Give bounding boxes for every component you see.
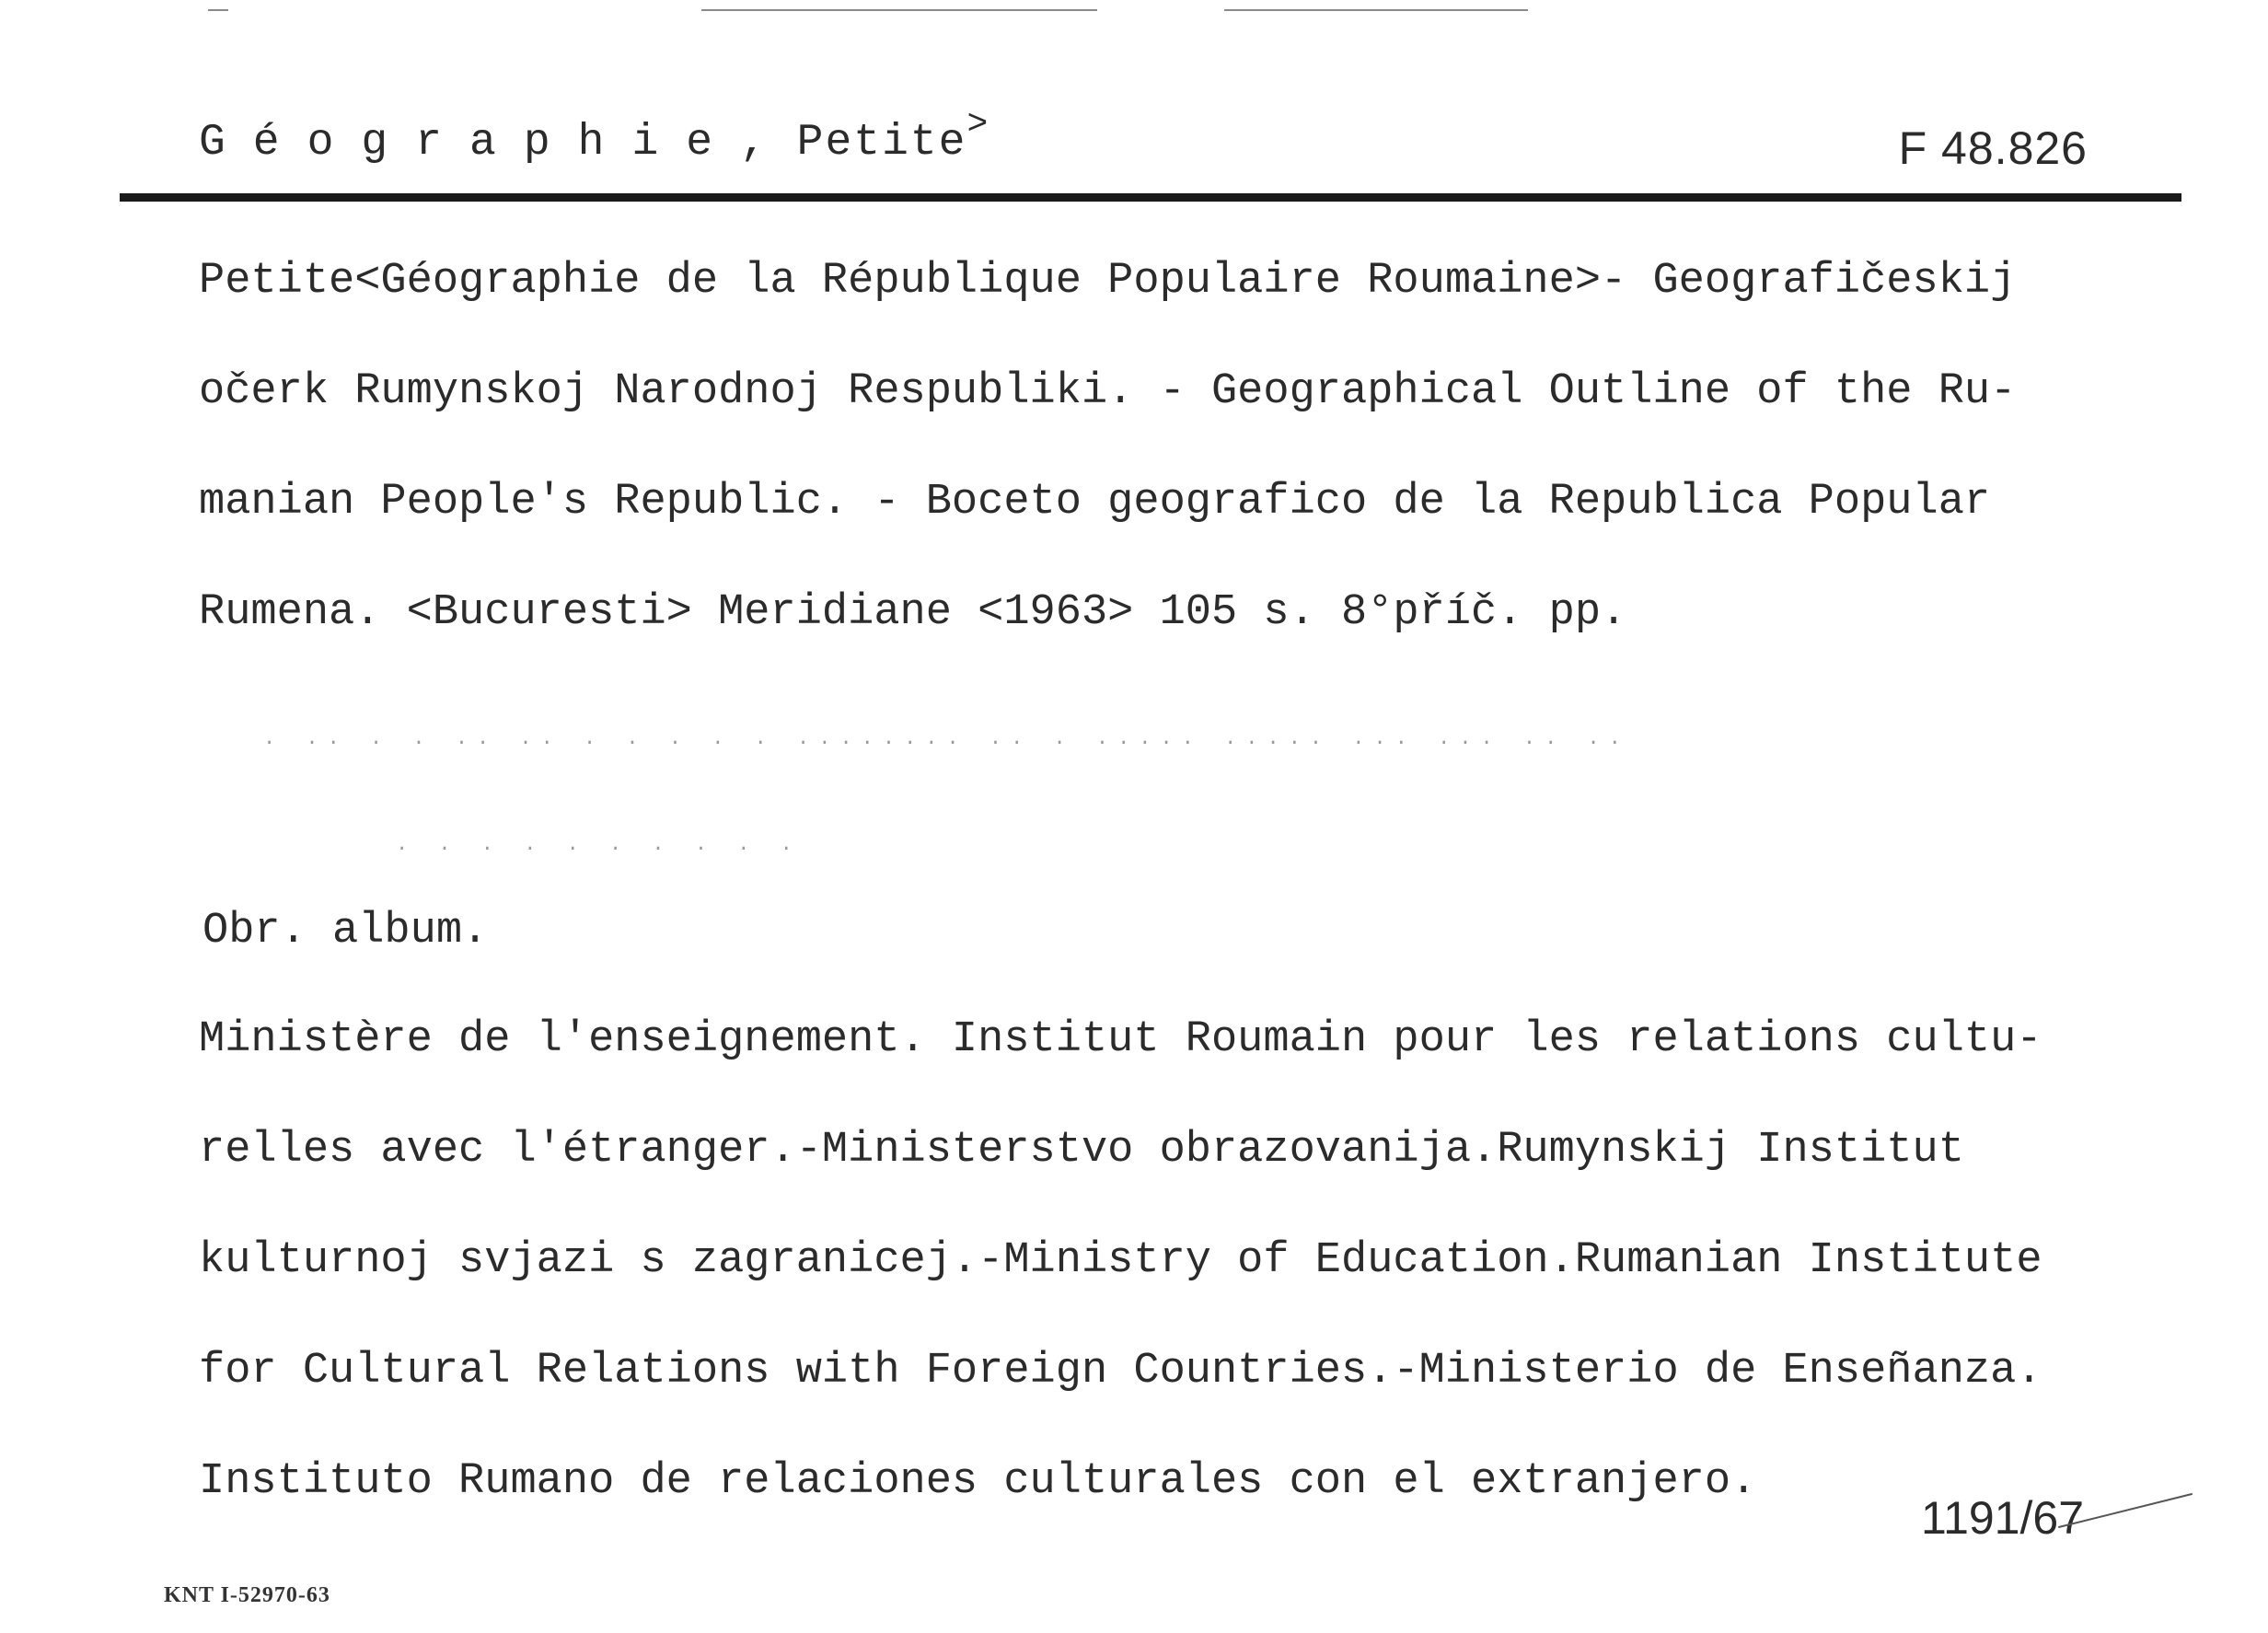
card-heading (199, 105, 990, 168)
shelfmark: F 48.826 (1898, 122, 2088, 174)
top-edge-line (1224, 9, 1528, 11)
heading-mark: > (966, 105, 990, 145)
entry-line: očerk Rumynskoj Narodnoj Respubliki. - Geographical Outline of the Ru- (199, 367, 2017, 416)
top-edge-line (701, 9, 1097, 11)
corporate-authors (199, 1007, 2187, 1515)
dotted-guide: . . . . . . . . . . (396, 833, 802, 856)
entry-line: manian People's Republic. - Boceto geografico de la Republica Popular (199, 478, 1991, 527)
physical-note: Obr. album. (202, 907, 489, 955)
bibliographic-entry (199, 249, 2169, 646)
heading-rest: , Petite (740, 118, 967, 168)
corporate-line: Instituto Rumano de relaciones culturales con el extranjero. (199, 1457, 1757, 1506)
heading-rule (120, 193, 2181, 202)
corporate-line: relles avec l'étranger.-Ministerstvo obrazovanija.Rumynskij Institut (199, 1126, 1964, 1175)
corporate-line: kulturnoj svjazi s zagranicej.-Ministry of Education.Rumanian Institute (199, 1236, 2042, 1285)
top-edge-mark (208, 9, 228, 11)
dotted-guide: . .. . . .. .. . . . . . ........ .. . ..... ..... ... ... .. .. (263, 727, 1630, 750)
entry-line: Petite<Géographie de la République Populaire Roumaine>- Geografičeskij (199, 257, 2017, 306)
corporate-line: for Cultural Relations with Foreign Countries.-Ministerio de Enseñanza. (199, 1347, 2042, 1396)
print-code: KNT I-52970-63 (164, 1583, 330, 1607)
corporate-line: Ministère de l'enseignement. Institut Roumain pour les relations cultu- (199, 1015, 2042, 1064)
accession-number: 1191/67 (1920, 1492, 2084, 1544)
entry-line: Rumena. <Bucuresti> Meridiane <1963> 105 s. 8°příč. pp. (199, 588, 1627, 637)
heading-word: Géographie (199, 118, 741, 168)
